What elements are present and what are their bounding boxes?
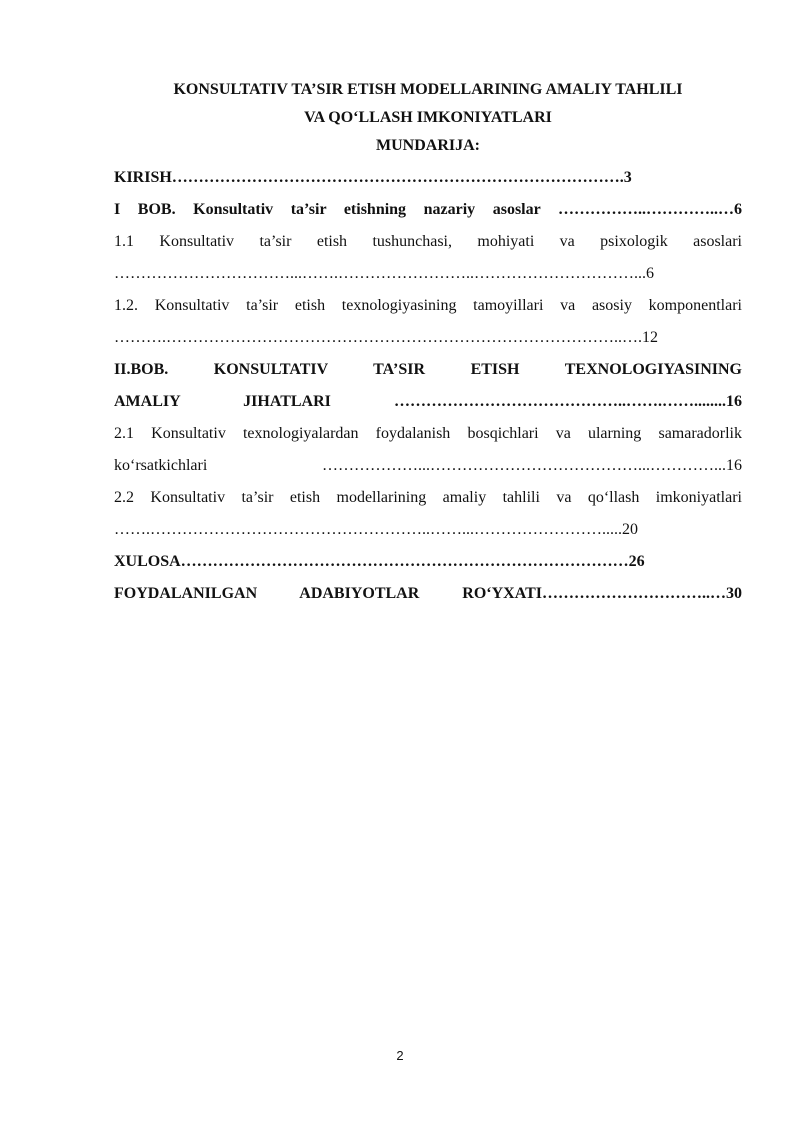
toc-line-leader: AMALIY JIHATLARI ……………………………………..…….……........16 [114,393,742,410]
table-of-contents [114,162,742,610]
toc-entry-section-1-2[interactable] [114,290,742,354]
toc-line: 2.1 Konsultativ texnologiyalardan foydalanish bosqichlari va ularning samaradorlik [114,425,742,442]
toc-entry-section-2-2[interactable] [114,482,742,546]
toc-entry-section-2-1[interactable] [114,418,742,482]
contents-heading: MUNDARIJA: [376,137,480,154]
toc-entry-chapter-1[interactable] [114,194,742,226]
toc-line-leader: …….……………………………………………..……...…………………….....20 [114,521,638,538]
toc-line-leader: ko‘rsatkichlari ………………...…………………………………...…………...16 [114,457,742,474]
toc-entry-chapter-2[interactable] [114,354,742,418]
toc-line: 2.2 Konsultativ ta’sir etish modellarining amaliy tahlili va qo‘llash imkoniyatlari [114,489,742,506]
toc-line: XULOSA…………………………………………………………………………26 [114,553,645,570]
document-title-line-2: VA QO‘LLASH IMKONIYATLARI [304,109,552,126]
toc-line-leader: ……………………………...…….……………………..…………………………...6 [114,265,654,282]
toc-line: 1.2. Konsultativ ta’sir etish texnologiyasining tamoyillari va asosiy komponentlari [114,297,742,314]
page-number: 2 [396,1048,404,1063]
toc-line: I BOB. Konsultativ ta’sir etishning nazariy asoslar ……………..…………..…6 [114,201,742,218]
toc-entry-conclusion[interactable] [114,546,742,578]
toc-line: FOYDALANILGAN ADABIYOTLAR RO‘YXATI…………………………..…30 [114,585,742,602]
toc-line: KIRISH………………………………………………………………………….3 [114,169,632,186]
toc-line-leader: ……….…………………………………………………………………………..….12 [114,329,658,346]
toc-line: 1.1 Konsultativ ta’sir etish tushunchasi, mohiyati va psixologik asoslari [114,233,742,250]
toc-entry-introduction[interactable] [114,162,742,194]
document-title-line-1: KONSULTATIV TA’SIR ETISH MODELLARINING AMALIY TAHLILI [173,81,683,98]
toc-entry-bibliography[interactable] [114,578,742,610]
toc-line: II.BOB. KONSULTATIV TA’SIR ETISH TEXNOLOGIYASINING [114,361,742,378]
toc-entry-section-1-1[interactable] [114,226,742,290]
document-page [114,74,742,610]
